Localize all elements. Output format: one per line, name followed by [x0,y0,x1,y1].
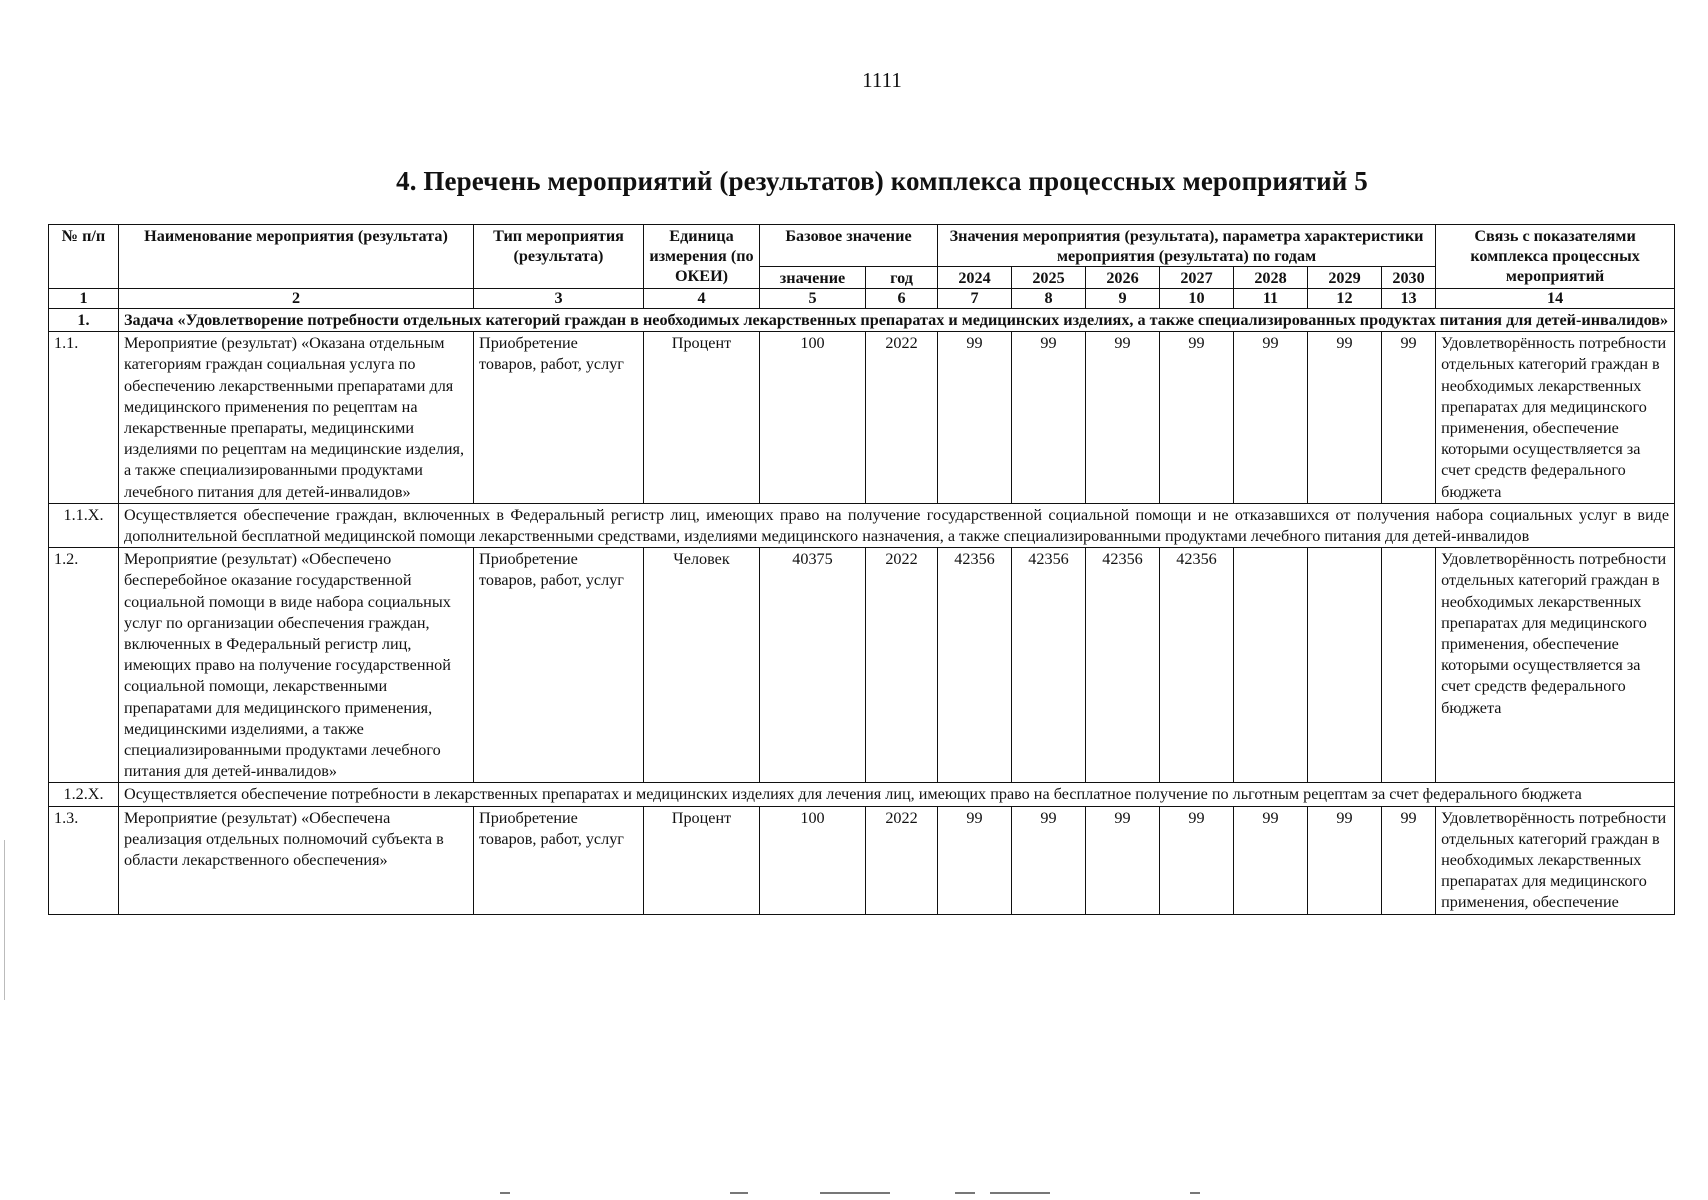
table-row [49,806,1675,914]
row-type: Приобретение товаров, работ, услуг [474,548,644,783]
row-year-value: 99 [1160,332,1234,504]
row-num: 1.3. [49,806,119,914]
header-base: Базовое значение [760,225,938,267]
row-name: Мероприятие (результат) «Оказана отдельным категориям граждан социальная услуга по обеспечению лекарственными препаратами для медицинского применения по рецептам на лекарственные препараты, медицинскими изделиями по рецептам на медицинские изделия, а также специализированными продуктами лечебного питания для детей-инвалидов» [119,332,474,504]
column-number: 9 [1086,289,1160,309]
row-year-value: 99 [1160,806,1234,914]
row-year-value: 99 [1086,806,1160,914]
row-type: Приобретение товаров, работ, услуг [474,332,644,504]
header-row [49,225,1675,267]
column-number: 10 [1160,289,1234,309]
table-row [49,332,1675,504]
header-year: 2028 [1234,267,1308,289]
column-number: 8 [1012,289,1086,309]
row-year-value [1382,548,1436,783]
row-year-value: 99 [1234,332,1308,504]
row-unit: Процент [644,332,760,504]
column-number: 5 [760,289,866,309]
note-text: Осуществляется обеспечение потребности в лекарственных препаратах и медицинских изделиях для лечения лиц, имеющих право на бесплатное получение по льготным рецептам за счет федерального бюджета [119,783,1675,806]
column-number: 13 [1382,289,1436,309]
note-text: Осуществляется обеспечение граждан, включенных в Федеральный регистр лиц, имеющих право на получение государственной социальной помощи и не отказавшихся от получения набора социальных услуг в виде дополнительной бесплатной медицинской помощи лекарственными средствами, изделиями медицинского назначения, а также специализированными продуктами лечебного питания для детей-инвалидов [119,503,1675,547]
column-number: 11 [1234,289,1308,309]
note-row [49,783,1675,806]
row-num: 1.2. [49,548,119,783]
row-year-value: 99 [1234,806,1308,914]
row-link: Удовлетворённость потребности отдельных категорий граждан в необходимых лекарственных препаратах для медицинского применения, обеспечение которыми осуществляется за счет средств федерального бюджета [1436,548,1675,783]
header-base-year: год [866,267,938,289]
row-unit: Человек [644,548,760,783]
row-year-value: 99 [1382,332,1436,504]
header-link: Связь с показателями комплекса процессных мероприятий [1436,225,1675,289]
column-number: 14 [1436,289,1675,309]
column-number: 3 [474,289,644,309]
header-num: № п/п [49,225,119,289]
scan-artifact [4,840,5,1000]
note-num: 1.1.X. [49,503,119,547]
row-name: Мероприятие (результат) «Обеспечена реализация отдельных полномочий субъекта в области лекарственного обеспечения» [119,806,474,914]
header-base-value: значение [760,267,866,289]
header-year: 2030 [1382,267,1436,289]
row-year-value: 99 [1382,806,1436,914]
column-number: 7 [938,289,1012,309]
row-year-value: 99 [1012,806,1086,914]
row-base-year: 2022 [866,806,938,914]
task-row [49,309,1675,332]
header-year: 2027 [1160,267,1234,289]
table-row [49,548,1675,783]
row-year-value: 42356 [1012,548,1086,783]
header-unit: Единица измерения (по ОКЕИ) [644,225,760,289]
header-name: Наименование мероприятия (результата) [119,225,474,289]
header-year: 2029 [1308,267,1382,289]
row-year-value: 99 [1308,332,1382,504]
row-year-value: 99 [1308,806,1382,914]
footer-scan-marks [500,1192,1200,1195]
row-base-year: 2022 [866,332,938,504]
row-year-value: 99 [938,332,1012,504]
row-year-value: 42356 [1086,548,1160,783]
column-number: 6 [866,289,938,309]
task-text: Задача «Удовлетворение потребности отдельных категорий граждан в необходимых лекарственных препаратах и медицинских изделиях, а также специализированных продуктах питания для детей-инвалидов» [119,309,1675,332]
column-number: 1 [49,289,119,309]
row-base-value: 100 [760,806,866,914]
column-number: 12 [1308,289,1382,309]
column-number: 4 [644,289,760,309]
task-num: 1. [49,309,119,332]
row-year-value: 99 [1012,332,1086,504]
row-unit: Процент [644,806,760,914]
measures-table [48,224,1675,915]
row-type: Приобретение товаров, работ, услуг [474,806,644,914]
row-base-value: 100 [760,332,866,504]
header-year: 2025 [1012,267,1086,289]
row-link: Удовлетворённость потребности отдельных категорий граждан в необходимых лекарственных препаратах для медицинского применения, обеспечение которыми осуществляется за счет средств федерального бюджета [1436,332,1675,504]
note-num: 1.2.X. [49,783,119,806]
row-num: 1.1. [49,332,119,504]
note-row [49,503,1675,547]
column-number-row [49,289,1675,309]
row-year-value: 42356 [1160,548,1234,783]
header-year: 2024 [938,267,1012,289]
row-year-value: 42356 [938,548,1012,783]
row-base-value: 40375 [760,548,866,783]
header-type: Тип мероприятия (результата) [474,225,644,289]
row-name: Мероприятие (результат) «Обеспечено бесперебойное оказание государственной социальной помощи в виде набора социальных услуг по организации обеспечения граждан, включенных в Федеральный регистр лиц, имеющих право на получение государственной социальной помощи, лекарственными препаратами для медицинского применения, медицинскими изделиями, а также специализированными продуктами лечебного питания для детей-инвалидов» [119,548,474,783]
header-values: Значения мероприятия (результата), параметра характеристики мероприятия (результата) по годам [938,225,1436,267]
row-year-value: 99 [938,806,1012,914]
column-number: 2 [119,289,474,309]
row-year-value: 99 [1086,332,1160,504]
header-year: 2026 [1086,267,1160,289]
row-base-year: 2022 [866,548,938,783]
page-number: 1111 [862,68,902,92]
row-year-value [1308,548,1382,783]
page-title: 4. Перечень мероприятий (результатов) комплекса процессных мероприятий 5 [396,166,1368,196]
row-year-value [1234,548,1308,783]
row-link: Удовлетворённость потребности отдельных категорий граждан в необходимых лекарственных препаратах для медицинского применения, обеспечение [1436,806,1675,914]
